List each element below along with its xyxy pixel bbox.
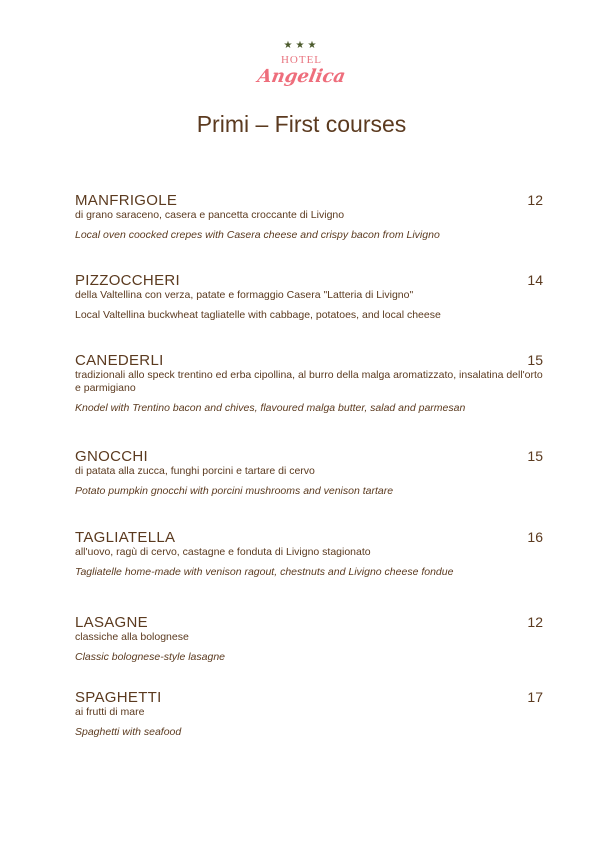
dish-price: 14 (527, 272, 543, 288)
menu-item (75, 529, 543, 579)
dish-price: 15 (527, 448, 543, 464)
dish-description-italian: ai frutti di mare (75, 706, 145, 718)
dish-name: GNOCCHI (75, 448, 148, 465)
dish-description-english: Tagliatelle home-made with venison ragout, chestnuts and Livigno cheese fondue (75, 566, 454, 578)
stars-icon: ★★★ (283, 40, 320, 51)
menu-item (75, 192, 543, 242)
dish-price: 16 (527, 529, 543, 545)
menu-item (75, 272, 543, 322)
dish-price: 17 (527, 689, 543, 705)
dish-description-italian: tradizionali allo speck trentino ed erba cipollina, al burro della malga aromatizzato, insalatina dell'orto e parmigiano (75, 369, 543, 394)
dish-price: 12 (527, 614, 543, 630)
dish-name: PIZZOCCHERI (75, 272, 180, 289)
menu-item (75, 448, 543, 498)
logo-hotel-name: Angelica (255, 66, 348, 87)
menu-item (75, 352, 543, 415)
dish-description-english: Classic bolognese-style lasagne (75, 651, 225, 663)
dish-price: 15 (527, 352, 543, 368)
menu-item (75, 689, 543, 739)
dish-description-english: Spaghetti with seafood (75, 726, 182, 738)
dish-price: 12 (527, 192, 543, 208)
dish-description-italian: della Valtellina con verza, patate e formaggio Casera "Latteria di Livigno" (75, 289, 414, 301)
dish-name: CANEDERLI (75, 352, 164, 369)
dish-description-italian: classiche alla bolognese (75, 631, 189, 643)
dish-description-italian: di grano saraceno, casera e pancetta croccante di Livigno (75, 209, 345, 221)
dish-name: SPAGHETTI (75, 689, 162, 706)
hotel-logo (0, 40, 603, 87)
dish-description-english: Local oven coocked crepes with Casera cheese and crispy bacon from Livigno (75, 229, 440, 241)
dish-description-english: Potato pumpkin gnocchi with porcini mushrooms and venison tartare (75, 485, 394, 497)
dish-name: MANFRIGOLE (75, 192, 178, 209)
dish-description-italian: all'uovo, ragù di cervo, castagne e fonduta di Livigno stagionato (75, 546, 371, 558)
dish-description-english: Local Valtellina buckwheat tagliatelle with cabbage, potatoes, and local cheese (75, 309, 441, 321)
dish-name: TAGLIATELLA (75, 529, 176, 546)
logo-hotel-text: HOTEL (280, 54, 323, 66)
menu-item (75, 614, 543, 664)
dish-description-english: Knodel with Trentino bacon and chives, flavoured malga butter, salad and parmesan (75, 402, 466, 414)
dish-description-italian: di patata alla zucca, funghi porcini e tartare di cervo (75, 465, 315, 477)
dish-name: LASAGNE (75, 614, 148, 631)
page-title: Primi – First courses (196, 111, 407, 137)
